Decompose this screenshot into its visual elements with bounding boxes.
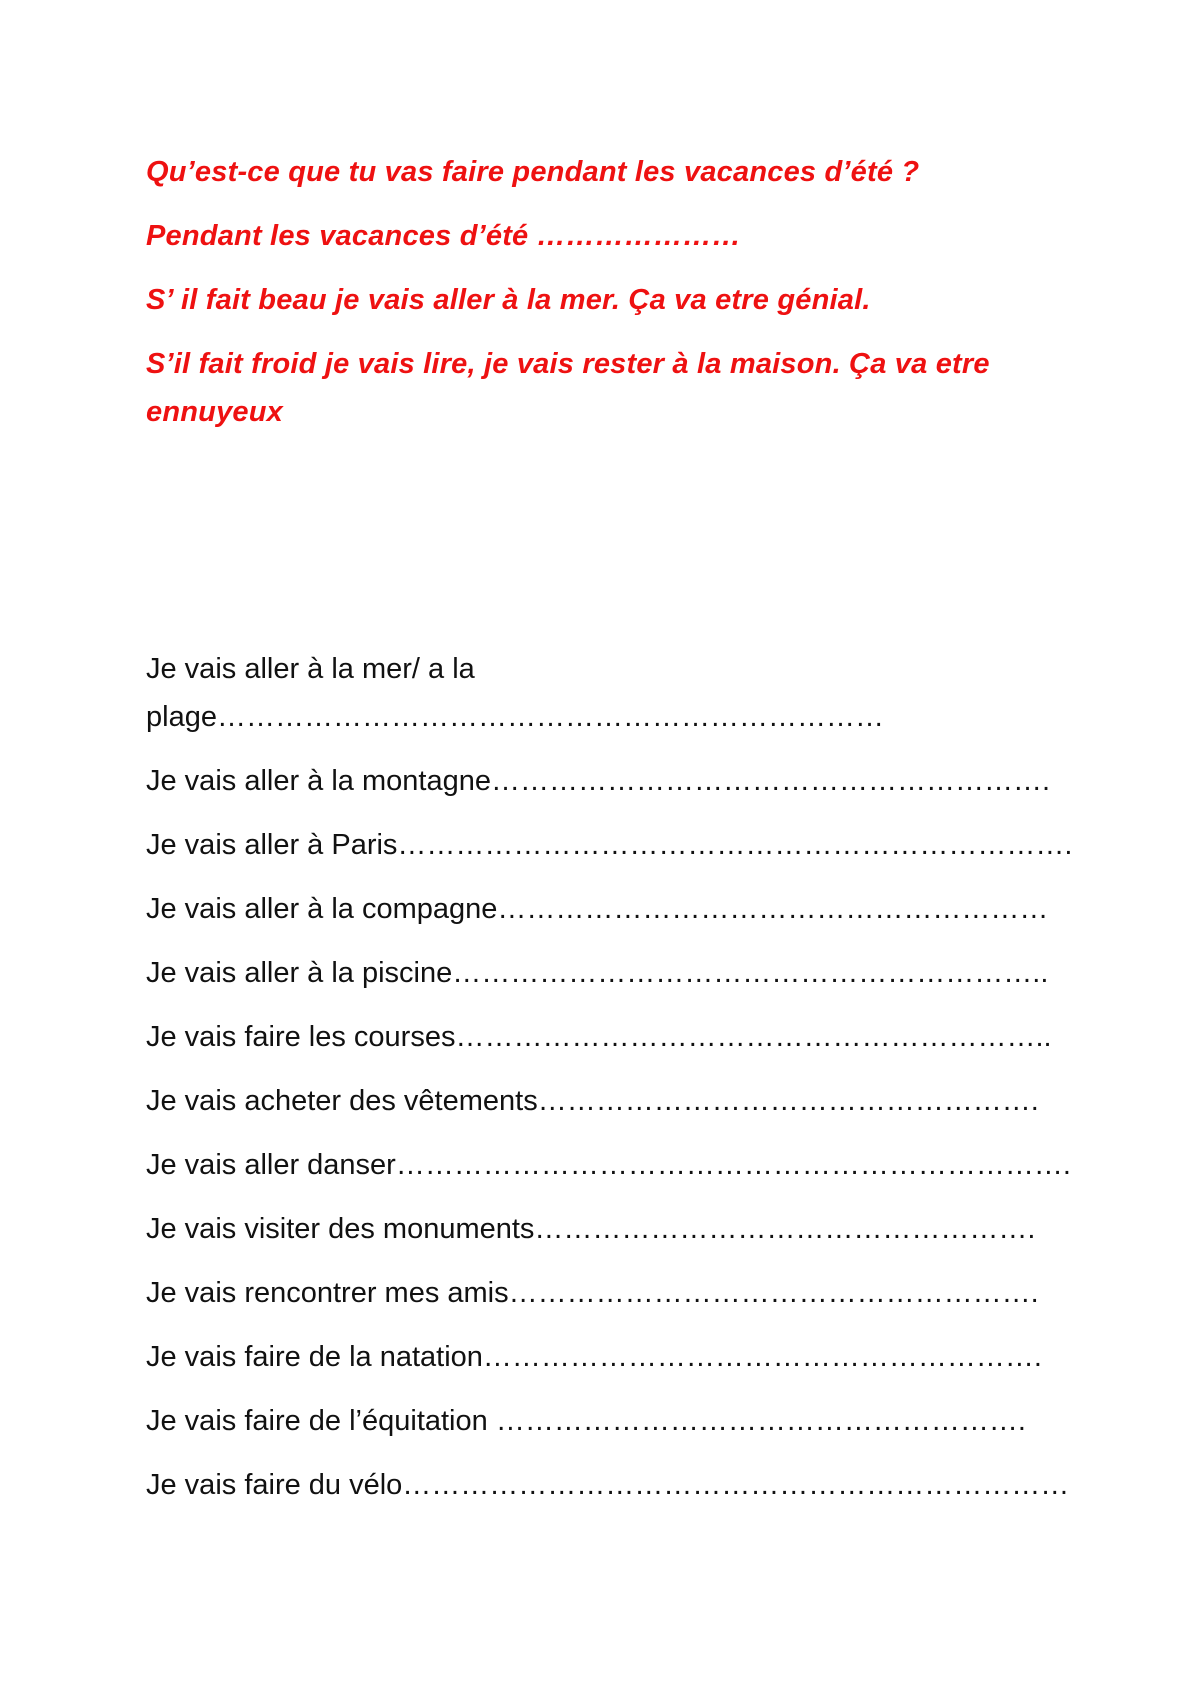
answer-prompt: Pendant les vacances d’été …………………: [146, 220, 742, 252]
list-item-line-1: Je vais aller à la mer/ a la: [146, 653, 475, 685]
list-item: Je vais aller à la piscine……………………………………………………..: [146, 957, 1049, 989]
list-item: Je vais aller à la compagne…………………………………………………: [146, 893, 1049, 925]
list-item: Je vais faire de la natation………………………………………………….: [146, 1341, 1042, 1373]
activity-list: [146, 645, 1076, 1525]
list-item: Je vais aller à Paris…………………………………………………………….: [146, 829, 1073, 861]
list-item: Je vais faire du vélo……………………………………………………………: [146, 1469, 1070, 1501]
list-item: Je vais aller à la montagne………………………………………………….: [146, 765, 1051, 797]
example-sentence-nice-weather: S’ il fait beau je vais aller à la mer. Ça va etre génial.: [146, 284, 871, 316]
question-block: [146, 148, 1076, 452]
list-item: Je vais faire de l’équitation ……………………………………………….: [146, 1405, 1026, 1437]
list-item: [146, 645, 1076, 741]
question-heading: Qu’est-ce que tu vas faire pendant les vacances d’été ?: [146, 156, 920, 188]
list-item: Je vais visiter des monuments…………………………………………….: [146, 1213, 1036, 1245]
list-item: Je vais aller danser…………………………………………………………….: [146, 1149, 1071, 1181]
list-item: Je vais faire les courses……………………………………………………..: [146, 1021, 1052, 1053]
list-item: Je vais acheter des vêtements…………………………………………….: [146, 1085, 1039, 1117]
list-item: Je vais rencontrer mes amis……………………………………………….: [146, 1277, 1039, 1309]
list-item-line-2: plage……………………………………………………………: [146, 701, 884, 733]
example-sentence-cold-weather: S’il fait froid je vais lire, je vais rester à la maison. Ça va etre ennuyeux: [146, 348, 990, 428]
